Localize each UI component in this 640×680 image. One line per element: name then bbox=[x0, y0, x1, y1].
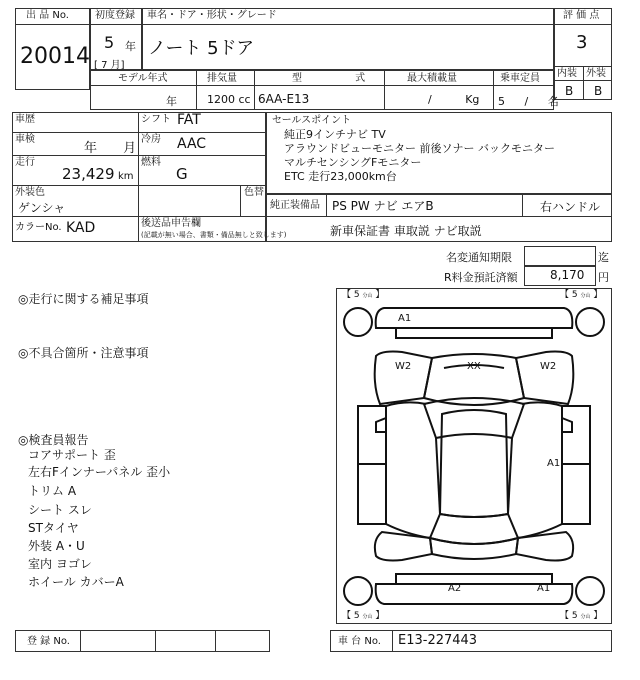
rear-window-shape bbox=[430, 514, 518, 544]
model-code: 6AA-E13 bbox=[258, 92, 310, 106]
inspector-report-label: ◎検査員報告 bbox=[18, 433, 89, 447]
first-registration-label: 初度登録 bbox=[95, 10, 135, 21]
mileage-value: 23,429 bbox=[62, 165, 115, 183]
car-name-label: 車名・ドア・形状・グレード bbox=[147, 10, 277, 21]
capacity-value: 5 / 名 bbox=[498, 95, 559, 108]
inspector-report-line: 室内 ヨゴレ bbox=[28, 557, 92, 571]
mileage-label: 走行 bbox=[15, 157, 35, 168]
inspector-report-line: コアサポート 歪 bbox=[28, 448, 116, 462]
car-outline-diagram bbox=[336, 288, 612, 624]
sales-points-label: セールスポイント bbox=[272, 115, 352, 126]
lot-number: 20014 bbox=[20, 44, 90, 69]
model-label: 型 式 bbox=[292, 73, 366, 84]
steering-side: 右ハンドル bbox=[540, 200, 601, 214]
max-load-value: / Kg bbox=[428, 93, 480, 106]
after-install-label: 後送品申告欄 bbox=[141, 218, 201, 229]
equipment-value: PS PW ナビ エアB bbox=[332, 199, 434, 213]
inspector-report-line: 外装 A・U bbox=[28, 539, 85, 553]
trunk-shape bbox=[430, 538, 518, 559]
tire-tread-rear-right: 【 5 分山 】 bbox=[560, 611, 603, 621]
tire-tread-front-right: 【 5 分山 】 bbox=[560, 290, 603, 300]
inspector-report-line: シート スレ bbox=[28, 503, 92, 517]
roof-shape bbox=[440, 410, 508, 517]
wheel-front-right-icon bbox=[576, 308, 604, 336]
recycle-fee-label: R料金預託済額 bbox=[444, 271, 518, 284]
shift-value: FAT bbox=[177, 112, 201, 128]
interior-grade: B bbox=[565, 84, 574, 98]
sales-point-line: マルチセンシングFモニター bbox=[284, 156, 422, 169]
registration-year: 5 bbox=[104, 33, 115, 52]
damage-mark-hood: XX bbox=[467, 361, 481, 372]
right-rear-fender bbox=[516, 532, 573, 561]
name-change-deadline-field bbox=[524, 246, 596, 266]
registration-number-label: 登 録 No. bbox=[27, 636, 70, 647]
inspector-report-line: STタイヤ bbox=[28, 521, 79, 535]
history-label: 車歴 bbox=[15, 114, 35, 125]
exterior-grade: B bbox=[594, 84, 603, 98]
name-change-deadline-unit: 迄 bbox=[598, 251, 609, 264]
equipment-label: 純正装備品 bbox=[270, 200, 320, 211]
damage-mark-left-fender: W2 bbox=[395, 361, 412, 372]
tire-tread-front-left: 【 5 分山 】 bbox=[342, 290, 385, 300]
wheel-front-left-icon bbox=[344, 308, 372, 336]
registration-year-unit: 年 bbox=[125, 40, 136, 53]
color-no-label: カラーNo. bbox=[15, 222, 62, 233]
recycle-fee-unit: 円 bbox=[598, 271, 609, 284]
damage-mark-right-side: A1 bbox=[547, 458, 561, 469]
model-year-value: 年 bbox=[166, 95, 177, 108]
interior-grade-label: 内装 bbox=[557, 68, 577, 79]
color-change-label: 色替 bbox=[244, 187, 264, 198]
capacity-label: 乗車定員 bbox=[500, 73, 540, 84]
recycle-fee-value: 8,170 bbox=[550, 268, 585, 282]
model-year-label: モデル年式 bbox=[118, 73, 168, 84]
inspection-label: 車検 bbox=[15, 134, 35, 145]
mileage-unit: km bbox=[118, 171, 134, 182]
wheel-rear-right-icon bbox=[576, 577, 604, 605]
sales-point-line: アラウンドビューモニター 前後ソナー バックモニター bbox=[284, 142, 555, 155]
tire-tread-rear-left: 【 5 分山 】 bbox=[342, 611, 385, 621]
defects-label: ◎不具合箇所・注意事項 bbox=[18, 346, 149, 360]
fuel-label: 燃料 bbox=[141, 157, 161, 168]
sales-point-line: ETC 走行23,000km台 bbox=[284, 170, 397, 183]
sales-point-line: 純正9インチナビ TV bbox=[284, 128, 386, 141]
driving-notes-label: ◎走行に関する補足事項 bbox=[18, 292, 149, 306]
ac-label: 冷房 bbox=[141, 134, 161, 145]
lot-number-label: 出 品 No. bbox=[26, 10, 69, 21]
chassis-number: E13-227443 bbox=[398, 633, 478, 648]
color-no-value: KAD bbox=[66, 220, 96, 236]
displacement-value: 1200 cc bbox=[207, 93, 251, 106]
damage-mark-right-fender: W2 bbox=[540, 361, 557, 372]
wheel-rear-left-icon bbox=[344, 577, 372, 605]
chassis-number-label: 車 台 No. bbox=[338, 636, 381, 647]
registration-month: [ 7 月] bbox=[94, 60, 125, 71]
inspector-report-line: トリム A bbox=[28, 484, 77, 498]
max-load-label: 最大積載量 bbox=[407, 73, 457, 84]
left-rear-fender bbox=[375, 532, 432, 561]
exterior-grade-label: 外装 bbox=[586, 68, 606, 79]
inspection-value: 年 月 bbox=[84, 141, 137, 156]
car-name: ノート 5ドア bbox=[148, 38, 255, 59]
ac-value: AAC bbox=[177, 136, 207, 152]
warranty-docs: 新車保証書 車取説 ナビ取説 bbox=[330, 224, 482, 238]
displacement-label: 排気量 bbox=[207, 73, 237, 84]
inspector-report-line: ホイール カバーA bbox=[28, 575, 124, 589]
exterior-color-value: ゲンシャ bbox=[18, 201, 66, 215]
fuel-value: G bbox=[176, 165, 188, 183]
exterior-color-label: 外装色 bbox=[15, 187, 45, 198]
inspector-report-line: 左右Fインナーパネル 歪小 bbox=[28, 465, 171, 479]
damage-mark-rear-bumper-right: A1 bbox=[537, 583, 551, 594]
after-install-note: (記載が無い場合、書類・備品無しと致します) bbox=[141, 231, 287, 239]
overall-grade: 3 bbox=[576, 32, 588, 53]
name-change-deadline-label: 名変通知期限 bbox=[446, 251, 512, 264]
shift-label: シフト bbox=[141, 114, 171, 125]
damage-mark-front-bumper: A1 bbox=[398, 313, 412, 324]
damage-mark-rear-bumper-left: A2 bbox=[448, 583, 462, 594]
grade-label: 評 価 点 bbox=[563, 10, 600, 21]
